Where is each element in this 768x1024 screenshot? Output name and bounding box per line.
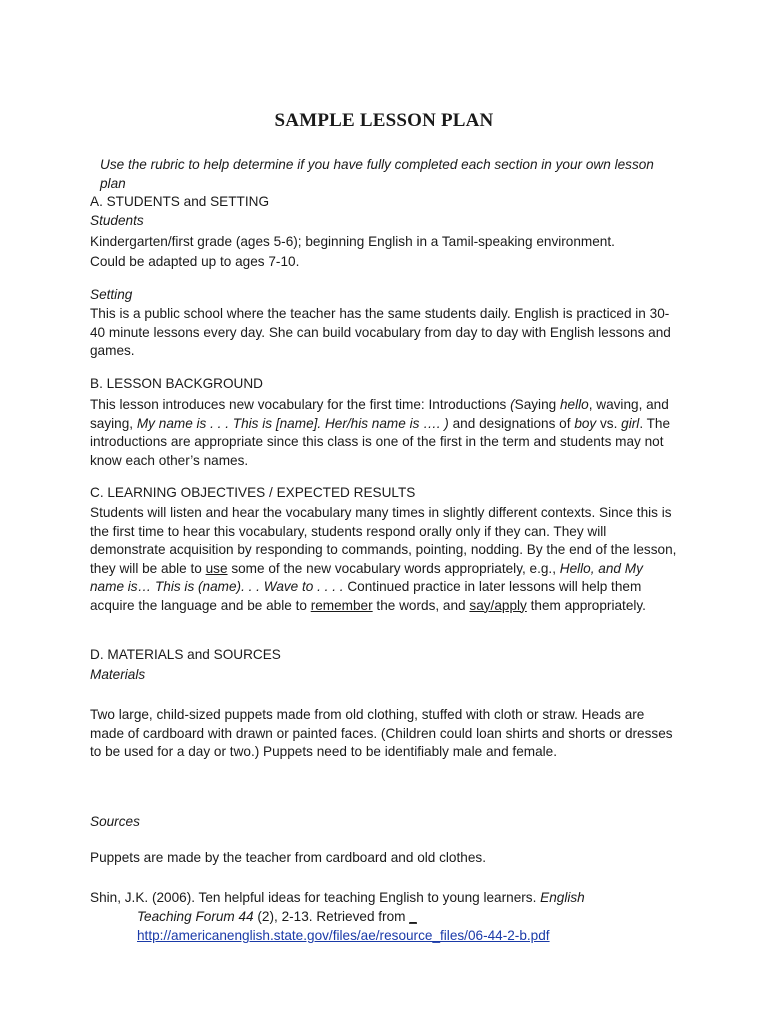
- sources-label: Sources: [90, 814, 140, 829]
- ref-underscore: _: [409, 909, 417, 924]
- materials-text: Two large, child-sized puppets made from old clothing, stuffed with cloth or straw. Heads are made of cardboard with drawn or painted faces. (Children could loan shirts and shorts or dresses to be used for a day or two.) Puppets need to be identifiably male and female.: [90, 707, 673, 759]
- ref-journal-part2: Teaching Forum 44: [137, 909, 254, 924]
- bg-text-8: boy: [574, 415, 597, 431]
- obj-text-4: Hello, and My name is… This is (name). . . Wave to . . . .: [90, 560, 643, 594]
- obj-text-remember: remember: [310, 597, 373, 613]
- ref-journal-part1: English: [540, 890, 585, 905]
- bg-text-5: , waving, and saying,: [90, 397, 669, 431]
- bg-text-11: . The introductions are appropriate since this class is one of the first in the term and students may not know each other’s names.: [90, 415, 671, 468]
- materials-label: Materials: [90, 667, 146, 682]
- students-label: Students: [90, 213, 144, 228]
- students-text-line1: Kindergarten/first grade (ages 5-6); beginning English in a Tamil-speaking environment.: [90, 234, 615, 249]
- bg-text-10: girl: [621, 415, 640, 431]
- setting-label: Setting: [90, 287, 133, 302]
- ref-retrieved: (2), 2-13. Retrieved from: [253, 909, 410, 924]
- section-a-heading: A. STUDENTS and SETTING: [90, 194, 270, 209]
- bg-text-6: My name is . . . This is [name]. Her/his name is …. ): [136, 415, 449, 431]
- bg-text-1: This lesson introduces new vocabulary for the first time: Introductions: [90, 397, 511, 412]
- bg-text-7: and designations of: [448, 415, 575, 431]
- bg-text-3: Saying: [514, 397, 560, 412]
- obj-text-use: use: [205, 560, 228, 576]
- obj-text-1: Students will listen and hear the vocabulary many times in slightly different contexts. Since this is the first time to hear this vocabulary, students respond orally only if they can. They will demonstrate acquisition by responding to commands, pointing, nodding. By the end of the lesson, they will be able to: [90, 505, 677, 576]
- setting-text: This is a public school where the teacher has the same students daily. English is practiced in 30-40 minute lessons every day. She can build vocabulary from day to day with English lessons and games.: [90, 306, 671, 358]
- bg-text-4: hello: [559, 397, 589, 412]
- bg-text-2: (: [510, 397, 515, 412]
- section-c-heading: C. LEARNING OBJECTIVES / EXPECTED RESULTS: [90, 485, 416, 500]
- page-title: SAMPLE LESSON PLAN: [274, 110, 494, 131]
- intro-instruction: Use the rubric to help determine if you have fully completed each section in your own lesson plan: [100, 157, 654, 191]
- ref-author: Shin, J.K. (2006). Ten helpful ideas for teaching English to young learners.: [90, 890, 541, 905]
- sources-text: Puppets are made by the teacher from cardboard and old clothes.: [90, 850, 486, 865]
- students-text-line2: Could be adapted up to ages 7-10.: [90, 254, 300, 269]
- lesson-background-text: [90, 396, 680, 470]
- section-d-heading: D. MATERIALS and SOURCES: [90, 647, 281, 662]
- obj-text-9: them appropriately.: [526, 597, 646, 613]
- obj-text-7: the words, and: [372, 597, 470, 613]
- reference-url-link[interactable]: http://americanenglish.state.gov/files/ae/resource_files/06-44-2-b.pdf: [137, 928, 550, 943]
- reference-line1: [90, 888, 585, 907]
- obj-text-5: Continued practice in later lessons will help them acquire the language and be able to: [90, 579, 642, 613]
- obj-text-3: some of the new vocabulary words appropriately, e.g.,: [227, 560, 560, 576]
- bg-text-9: vs.: [596, 415, 622, 431]
- objectives-text: [90, 504, 680, 615]
- section-b-heading: B. LESSON BACKGROUND: [90, 376, 263, 391]
- obj-text-say-apply: say/apply: [469, 597, 527, 613]
- reference-line2: [137, 907, 417, 926]
